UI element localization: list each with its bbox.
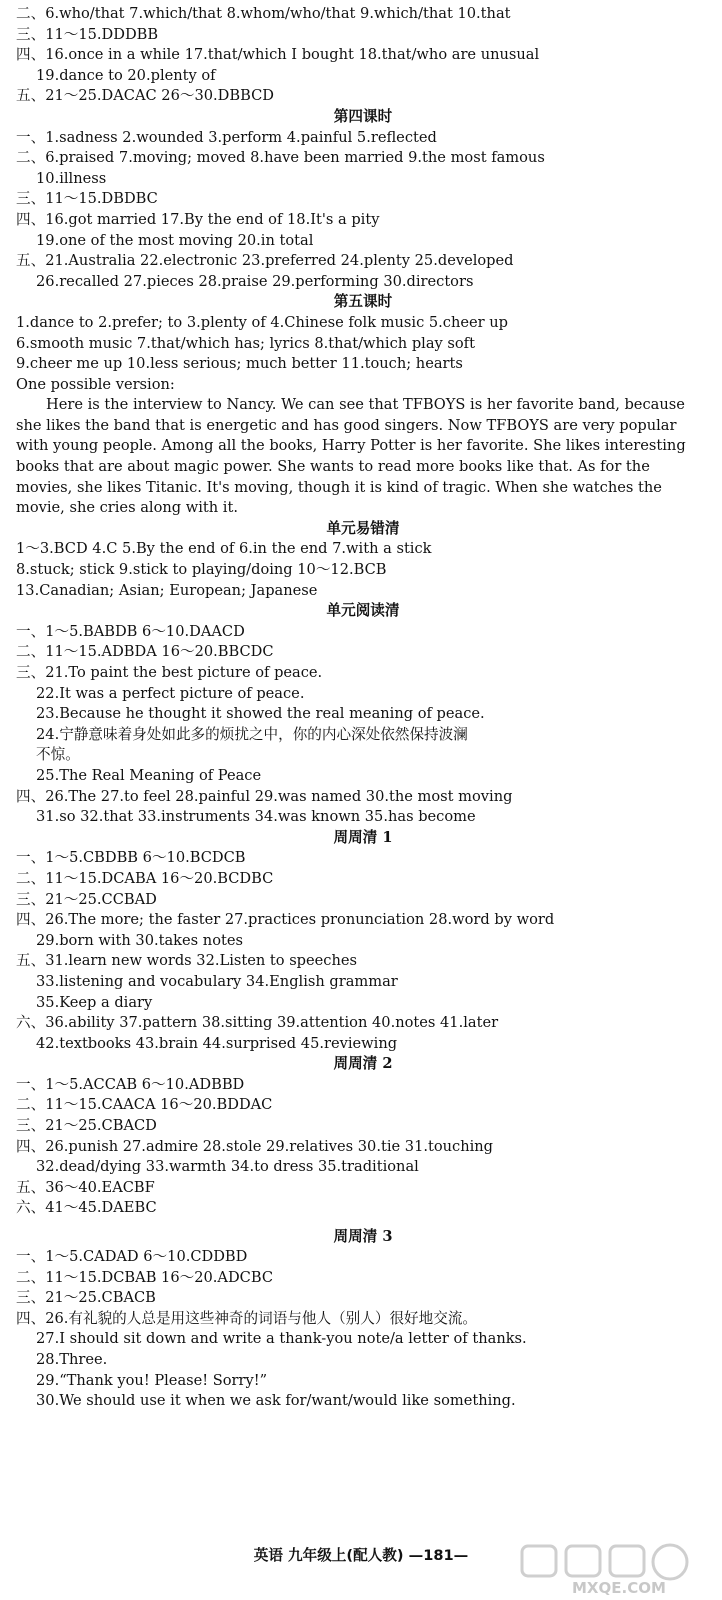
answer-line: 五、21.Australia 22.electronic 23.preferred 24.plenty 25.developed xyxy=(16,252,514,270)
answer-line: 22.It was a perfect picture of peace. xyxy=(36,684,305,702)
answer-line: 三、21.To paint the best picture of peace. xyxy=(16,664,323,681)
answer-line: 不惊。 xyxy=(36,746,80,764)
answer-line: One possible version: xyxy=(16,375,175,393)
answer-line: 五、21～25.DACAC 26～30.DBBCD xyxy=(16,87,274,105)
watermark-logo xyxy=(512,1540,717,1598)
section-heading: 周周清 3 xyxy=(333,1228,393,1246)
section-heading: 单元阅读清 xyxy=(326,602,400,620)
section-heading: 单元易错清 xyxy=(326,519,400,537)
section-heading: 周周清 2 xyxy=(333,1055,393,1073)
answer-line: 27.I should sit down and write a thank-you note/a letter of thanks. xyxy=(36,1330,527,1348)
section-heading: 第四课时 xyxy=(333,107,393,125)
watermark-text: MXQE.COM xyxy=(572,1579,666,1597)
answer-line: 31.so 32.that 33.instruments 34.was known 35.has become xyxy=(36,808,476,826)
answer-line: 19.one of the most moving 20.in total xyxy=(36,231,314,249)
model-essay: Here is the interview to Nancy. We can see that TFBOYS is her favorite band, because she likes the band that is energetic and has good singers. Now TFBOYS are very popular with young people. Among all the books, Harry Potter is her favorite. She likes interesting books that are about magic power. She wants to read more books like that. As for the movies, she likes Titanic. It's moving, though it is kind of tragic. When she watches the movie, she cries along with it. xyxy=(16,396,686,517)
answer-line: 24.宁静意味着身处如此多的烦扰之中，你的内心深处依然保持波澜 xyxy=(36,725,468,743)
answer-line: 三、21～25.CCBAD xyxy=(16,890,157,908)
answer-line: 二、11～15.DCBAB 16～20.ADCBC xyxy=(16,1268,273,1286)
answer-line: 四、26.The more; the faster 27.practices pronunciation 28.word by word xyxy=(16,911,555,929)
page-footer: 英语 九年级上(配人教) —181— xyxy=(253,1547,469,1564)
answer-line: 二、11～15.DCABA 16～20.BCDBC xyxy=(16,869,274,887)
answer-line: 32.dead/dying 33.warmth 34.to dress 35.traditional xyxy=(36,1158,419,1176)
answer-line: 四、26.punish 27.admire 28.stole 29.relatives 30.tie 31.touching xyxy=(16,1137,494,1155)
answer-line: 一、1～5.ACCAB 6～10.ADBBD xyxy=(16,1075,245,1093)
answer-line: 35.Keep a diary xyxy=(36,993,153,1011)
answer-line: 29.born with 30.takes notes xyxy=(36,931,243,949)
answer-line: 10.illness xyxy=(36,169,107,187)
answer-line: 二、6.praised 7.moving; moved 8.have been married 9.the most famous xyxy=(16,149,545,167)
section-heading: 周周清 1 xyxy=(333,828,393,846)
answer-line: 二、6.who/that 7.which/that 8.whom/who/that 9.which/that 10.that xyxy=(16,5,511,22)
answer-line: 二、11～15.ADBDA 16～20.BBCDC xyxy=(16,643,274,661)
answer-line: 42.textbooks 43.brain 44.surprised 45.reviewing xyxy=(36,1034,398,1052)
answer-line: 六、41～45.DAEBC xyxy=(16,1199,157,1217)
answer-line: 13.Canadian; Asian; European; Japanese xyxy=(16,581,318,599)
answer-line: 一、1.sadness 2.wounded 3.perform 4.painful 5.reflected xyxy=(16,128,437,146)
answer-line: 三、21～25.CBACD xyxy=(16,1117,157,1135)
section-heading: 第五课时 xyxy=(333,293,393,311)
answer-line: 五、31.learn new words 32.Listen to speeches xyxy=(16,952,357,970)
answer-line: 8.stuck; stick 9.stick to playing/doing 10～12.BCB xyxy=(16,561,387,579)
answer-line: 三、21～25.CBACB xyxy=(16,1289,156,1307)
answer-line: 26.recalled 27.pieces 28.praise 29.performing 30.directors xyxy=(36,272,474,290)
answer-line: 四、16.once in a while 17.that/which I bought 18.that/who are unusual xyxy=(16,46,540,64)
answer-line: 33.listening and vocabulary 34.English grammar xyxy=(36,972,398,990)
answer-line: 四、26.有礼貌的人总是用这些神奇的词语与他人（别人）很好地交流。 xyxy=(16,1309,478,1327)
answer-line: 三、11～15.DBDBC xyxy=(16,190,158,208)
answer-line: 28.Three. xyxy=(36,1351,108,1368)
answer-line: 四、16.got married 17.By the end of 18.It's a pity xyxy=(16,210,380,228)
answer-block-bottom xyxy=(16,519,710,1412)
answer-line: 一、1～5.BABDB 6～10.DAACD xyxy=(16,622,245,640)
answer-line: 五、36～40.EACBF xyxy=(16,1178,155,1196)
answer-block-top xyxy=(16,4,710,395)
answer-line: 三、11～15.DDDBB xyxy=(16,25,159,43)
answer-line: 四、26.The 27.to feel 28.painful 29.was named 30.the most moving xyxy=(16,787,513,805)
answer-line: 29.“Thank you! Please! Sorry!” xyxy=(36,1371,268,1389)
answer-line: 6.smooth music 7.that/which has; lyrics 8.that/which play soft xyxy=(16,334,475,352)
answer-line: 23.Because he thought it showed the real meaning of peace. xyxy=(36,705,485,723)
answer-line: 一、1～5.CADAD 6～10.CDDBD xyxy=(16,1248,248,1266)
answer-line: 9.cheer me up 10.less serious; much better 11.touch; hearts xyxy=(16,355,463,373)
answer-line: 30.We should use it when we ask for/want/would like something. xyxy=(36,1392,516,1410)
answer-line: 二、11～15.CAACA 16～20.BDDAC xyxy=(16,1096,273,1114)
answer-line: 1～3.BCD 4.C 5.By the end of 6.in the end 7.with a stick xyxy=(16,540,432,558)
answer-line: 1.dance to 2.prefer; to 3.plenty of 4.Chinese folk music 5.cheer up xyxy=(16,313,509,331)
answer-line: 19.dance to 20.plenty of xyxy=(36,66,216,84)
answer-line: 六、36.ability 37.pattern 38.sitting 39.attention 40.notes 41.later xyxy=(16,1014,499,1032)
answer-line: 一、1～5.CBDBB 6～10.BCDCB xyxy=(16,849,246,867)
answer-line: 25.The Real Meaning of Peace xyxy=(36,766,262,784)
